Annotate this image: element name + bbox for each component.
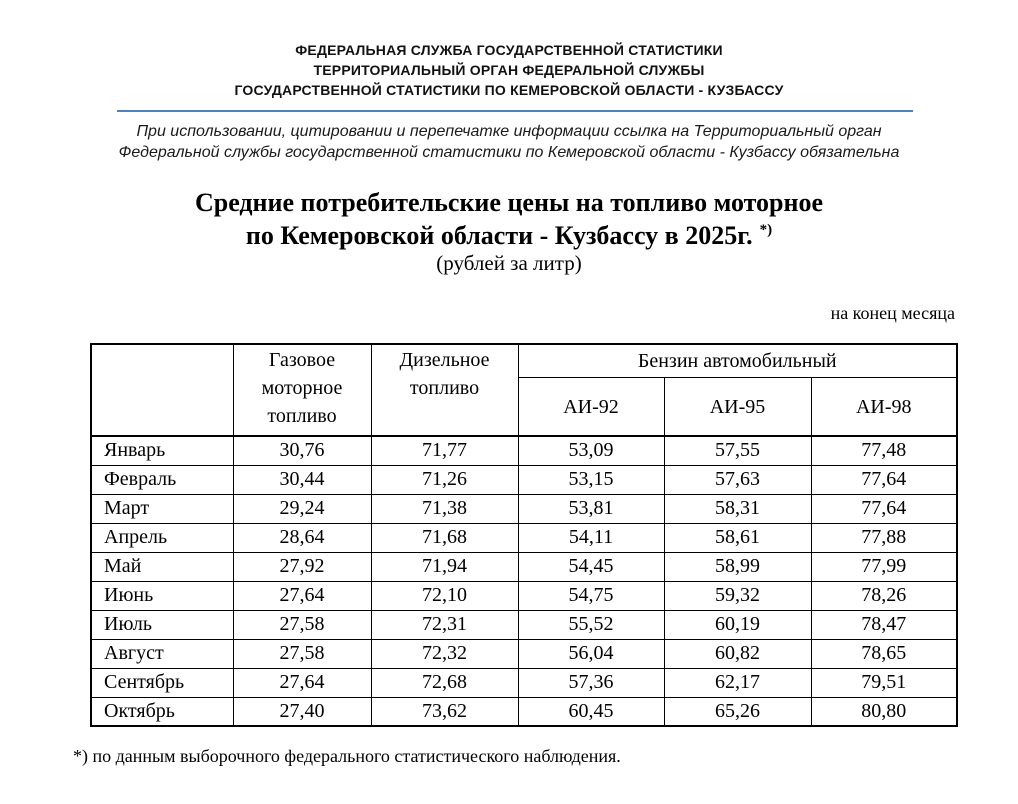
price-cell: 71,77 [371,436,518,465]
price-cell: 72,68 [371,668,518,697]
title-line-1: Средние потребительские цены на топливо моторное [194,188,824,217]
col-header-ai98: АИ-98 [811,378,957,437]
table-row-august [91,639,957,668]
price-cell: 79,51 [811,668,957,697]
table-row-july [91,610,957,639]
price-cell: 77,48 [811,436,957,465]
page-footnote: *) по данным выборочного федерального статистического наблюдения. [73,746,621,766]
month-cell: Апрель [91,523,233,552]
table-row-september [91,668,957,697]
price-cell: 27,64 [233,668,371,697]
month-cell: Март [91,494,233,523]
table-period-note: на конец месяца [830,303,955,323]
price-cell: 27,64 [233,581,371,610]
month-cell: Июнь [91,581,233,610]
month-cell: Июль [91,610,233,639]
price-cell: 77,64 [811,494,957,523]
table-row-october [91,697,957,726]
table-row-june [91,581,957,610]
price-cell: 53,15 [518,465,664,494]
price-cell: 80,80 [811,697,957,726]
month-cell: Февраль [91,465,233,494]
price-cell: 57,63 [664,465,811,494]
price-cell: 60,19 [664,610,811,639]
price-cell: 71,38 [371,494,518,523]
price-cell: 77,64 [811,465,957,494]
price-cell: 58,99 [664,552,811,581]
price-cell: 54,45 [518,552,664,581]
month-cell: Октябрь [91,697,233,726]
price-cell: 27,58 [233,639,371,668]
table-row-april [91,523,957,552]
org-header-line-3: ГОСУДАРСТВЕННОЙ СТАТИСТИКИ ПО КЕМЕРОВСКОЙ ОБЛАСТИ - КУЗБАССУ [234,82,784,98]
col-group-header-petrol: Бензин автомобильный [518,344,957,378]
month-cell: Май [91,552,233,581]
price-cell: 78,26 [811,581,957,610]
title-line-2: по Кемеровской области - Кузбассу в 2025г. *) [245,221,773,250]
price-cell: 27,58 [233,610,371,639]
price-cell: 59,32 [664,581,811,610]
price-cell: 65,26 [664,697,811,726]
col-header-ai95: АИ-95 [664,378,811,437]
org-header-line-1: ФЕДЕРАЛЬНАЯ СЛУЖБА ГОСУДАРСТВЕННОЙ СТАТИСТИКИ [295,42,723,58]
price-cell: 55,52 [518,610,664,639]
table-row-may [91,552,957,581]
price-cell: 78,47 [811,610,957,639]
price-cell: 58,61 [664,523,811,552]
price-cell: 27,92 [233,552,371,581]
table-row-january [91,436,957,465]
price-cell: 72,32 [371,639,518,668]
price-cell: 27,40 [233,697,371,726]
copyright-disclaimer [99,121,919,163]
price-cell: 30,44 [233,465,371,494]
price-cell: 62,17 [664,668,811,697]
price-cell: 72,31 [371,610,518,639]
col-header-ai92: АИ-92 [518,378,664,437]
price-cell: 29,24 [233,494,371,523]
price-cell: 56,04 [518,639,664,668]
disclaimer-line-2: Федеральной службы государственной статистики по Кемеровской области - Кузбассу обязательна [118,144,900,161]
price-cell: 58,31 [664,494,811,523]
price-cell: 54,11 [518,523,664,552]
org-header [0,40,1018,100]
price-cell: 60,82 [664,639,811,668]
price-cell: 77,99 [811,552,957,581]
price-cell: 77,88 [811,523,957,552]
col-header-diesel-fuel: Дизельное топливо [371,344,518,436]
price-cell: 71,26 [371,465,518,494]
price-cell: 78,65 [811,639,957,668]
price-cell: 57,55 [664,436,811,465]
price-cell: 53,09 [518,436,664,465]
price-cell: 71,94 [371,552,518,581]
month-cell: Август [91,639,233,668]
price-cell: 28,64 [233,523,371,552]
month-cell: Январь [91,436,233,465]
document-title [0,186,1018,257]
price-cell: 72,10 [371,581,518,610]
month-cell: Сентябрь [91,668,233,697]
price-cell: 73,62 [371,697,518,726]
header-divider-rule [117,110,913,112]
month-column-header [91,344,233,436]
disclaimer-line-1: При использовании, цитировании и перепечатке информации ссылка на Территориальный орган [136,123,882,140]
col-header-gas-fuel: Газовое моторное топливо [233,344,371,436]
price-cell: 60,45 [518,697,664,726]
title-units-subtitle: (рублей за литр) [436,251,582,275]
footnote-marker: *) [759,222,773,238]
org-header-line-2: ТЕРРИТОРИАЛЬНЫЙ ОРГАН ФЕДЕРАЛЬНОЙ СЛУЖБЫ [313,62,705,78]
table-row-february [91,465,957,494]
price-cell: 57,36 [518,668,664,697]
price-cell: 53,81 [518,494,664,523]
fuel-price-table [90,343,958,727]
price-cell: 54,75 [518,581,664,610]
price-cell: 30,76 [233,436,371,465]
header-row-main [91,344,957,378]
table-row-march [91,494,957,523]
price-cell: 71,68 [371,523,518,552]
